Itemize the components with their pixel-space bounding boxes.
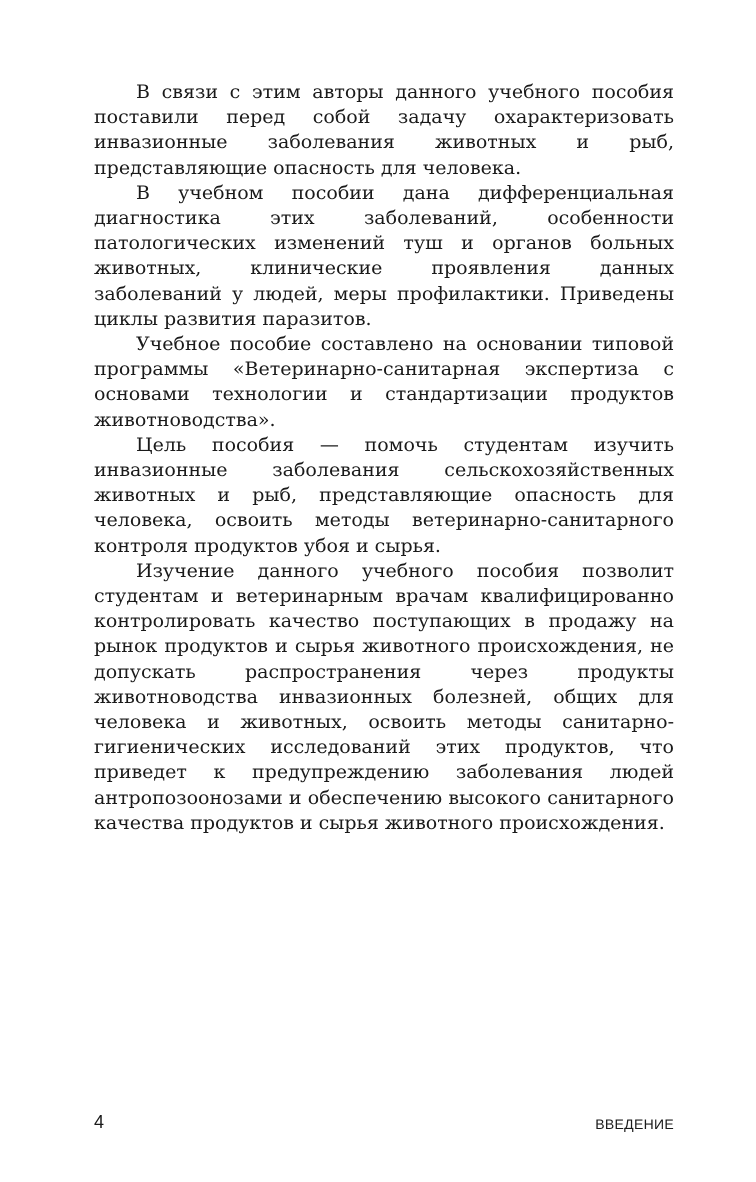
running-footer-section: ВВЕДЕНИЕ (595, 1116, 674, 1132)
paragraph: Учебное пособие составлено на основании типовой программы «Ветеринарно-санитарная экспертиза с основами технологии и стандартизации продуктов животноводства». (94, 333, 674, 431)
page-number: 4 (94, 1112, 105, 1132)
body-text (94, 80, 674, 836)
paragraph: В связи с этим авторы данного учебного пособия поставили перед собой задачу охарактеризовать инвазионные заболевания животных и рыб, представляющие опасность для человека. (94, 81, 674, 179)
paragraph: В учебном пособии дана дифференциальная диагностика этих заболеваний, особенности патологических изменений туш и органов больных животных, клинические проявления данных заболеваний у людей, меры профилактики. Приведены циклы развития паразитов. (94, 181, 674, 330)
paragraph: Изучение данного учебного пособия позволит студентам и ветеринарным врачам квалифицированно контролировать качество поступающих в продажу на рынок продуктов и сырья животного происхождения, не допускать распространения через продукты животноводства инвазионных болезней, общих для человека и животных, освоить методы санитарно-гигиенических исследований этих продуктов, что приведет к предупреждению заболевания людей антропозоонозами и обеспечению высокого санитарного качества продуктов и сырья животного происхождения. (94, 559, 674, 834)
paragraph: Цель пособия — помочь студентам изучить инвазионные заболевания сельскохозяйственных животных и рыб, представляющие опасность для человека, освоить методы ветеринарно-санитарного контроля продуктов убоя и сырья. (94, 433, 674, 557)
